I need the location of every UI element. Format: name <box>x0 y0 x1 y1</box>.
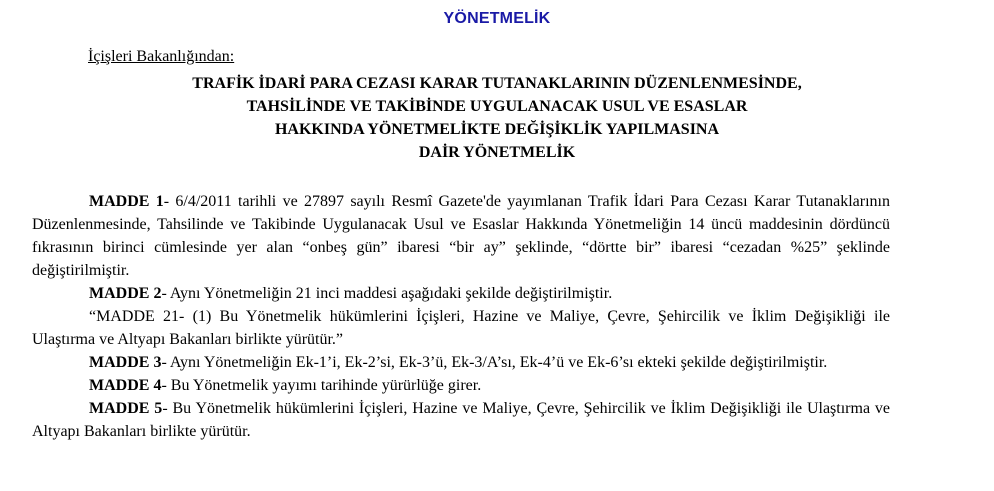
article-text: “MADDE 21- (1) Bu Yönetmelik hükümlerini İçişleri, Hazine ve Maliye, Çevre, Şehircilik ve İklim Değişikliği ile Ulaştırma ve Altyapı Bakanları birlikte yürütür.” <box>32 308 890 348</box>
title-line: TRAFİK İDARİ PARA CEZASI KARAR TUTANAKLARININ DÜZENLENMESİNDE, <box>192 75 802 92</box>
article-text: - Aynı Yönetmeliğin 21 inci maddesi aşağıdaki şekilde değiştirilmiştir. <box>161 285 613 302</box>
article-label: MADDE 2 <box>89 285 162 302</box>
article-label: MADDE 4 <box>89 377 162 394</box>
ministry-name: İçişleri Bakanlığından: <box>88 48 235 65</box>
title-line: DAİR YÖNETMELİK <box>418 144 576 161</box>
article-label: MADDE 1 <box>89 193 164 210</box>
article-text: - 6/4/2011 tarihli ve 27897 sayılı Resmî Gazete'de yayımlanan Trafik İdari Para Cezası Karar Tutanaklarının Düzenlenmesinde, Tahsilinde ve Takibinde Uygulanacak Usul ve Esaslar Hakkında Yönetmeliğin 14 üncü maddesinin dördüncü fıkrasının birinci cümlesinde yer alan “onbeş gün” ibaresi “bir ay” şeklinde, “dörtte bir” ibaresi “cezadan %25” şeklinde değiştirilmiştir. <box>32 193 890 279</box>
article-5 <box>32 397 890 443</box>
title-line: TAHSİLİNDE VE TAKİBİNDE UYGULANACAK USUL VE ESASLAR <box>246 98 748 115</box>
regulation-body <box>32 190 890 443</box>
article-3 <box>32 351 890 374</box>
regulation-title <box>0 72 994 164</box>
article-2 <box>32 282 890 305</box>
article-label: MADDE 3 <box>89 354 162 371</box>
amended-article-21 <box>32 305 890 351</box>
article-4 <box>32 374 890 397</box>
article-label: MADDE 5 <box>89 400 163 417</box>
page-heading: YÖNETMELİK <box>443 10 551 27</box>
article-text: - Bu Yönetmelik yayımı tarihinde yürürlüğe girer. <box>161 377 482 394</box>
article-text: - Bu Yönetmelik hükümlerini İçişleri, Hazine ve Maliye, Çevre, Şehircilik ve İklim Değişikliği ile Ulaştırma ve Altyapı Bakanları birlikte yürütür. <box>32 400 891 440</box>
article-1 <box>32 190 890 282</box>
article-text: - Aynı Yönetmeliğin Ek-1’i, Ek-2’si, Ek-3’ü, Ek-3/A’sı, Ek-4’ü ve Ek-6’sı ekteki şekilde değiştirilmiştir. <box>161 354 828 371</box>
title-line: HAKKINDA YÖNETMELİKTE DEĞİŞİKLİK YAPILMASINA <box>274 121 720 138</box>
